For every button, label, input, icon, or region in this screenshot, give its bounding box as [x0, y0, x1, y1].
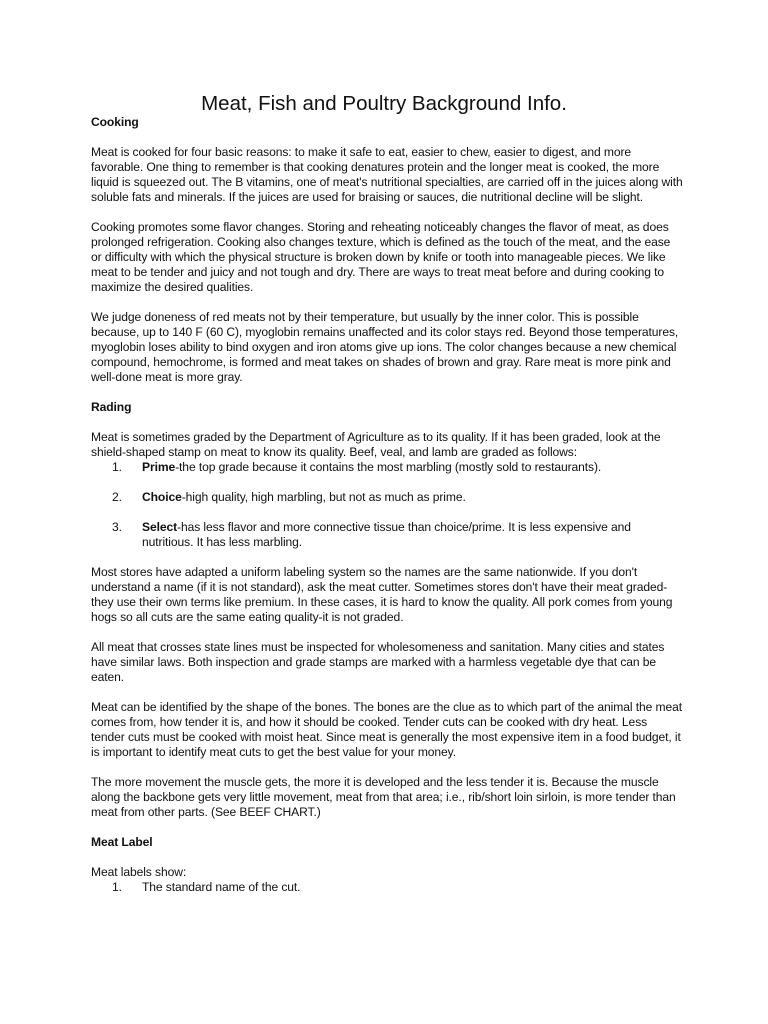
paragraph: All meat that crosses state lines must be inspected for wholesomeness and sanitation. Many cities and states have similar laws. Both inspection and grade stamps are marked with a harmless vegetable dye that can be eaten. [91, 640, 665, 684]
paragraph: Meat is sometimes graded by the Department of Agriculture as to its quality. If it has been graded, look at the shield-shaped stamp on meat to know its quality. Beef, veal, and lamb are graded as follows: [91, 430, 661, 459]
section-heading-meat-label: Meat Label [91, 835, 153, 849]
paragraph: Meat can be identified by the shape of the bones. The bones are the clue as to which part of the animal the meat comes from, how tender it is, and how it should be cooked. Tender cuts can be cooked with dry heat. Less tender cuts must be cooked with moist heat. Since meat is generally the most expensive item in a food budget, it is important to identify meat cuts to get the best value for your money. [91, 700, 682, 759]
grade-term: Select [142, 520, 178, 534]
section-heading-grading: Rading [91, 400, 132, 414]
grade-description: -high quality, high marbling, but not as much as prime. [181, 490, 466, 504]
list-number: 2. [112, 490, 122, 504]
grade-description: -has less flavor and more connective tissue than choice/prime. It is less expensive and nutritious. It has less marbling. [142, 520, 631, 549]
list-item [91, 880, 683, 895]
list-number: 1. [112, 880, 122, 894]
list-item [91, 490, 683, 505]
section-heading-cooking: Cooking [91, 115, 139, 129]
list-number: 1. [112, 460, 122, 474]
paragraph: Meat labels show: [91, 865, 187, 879]
grade-term: Choice [142, 490, 182, 504]
paragraph: Cooking promotes some flavor changes. Storing and reheating noticeably changes the flavor of meat, as does prolonged refrigeration. Cooking also changes texture, which is defined as the touch of the meat, and the ease or difficulty with which the physical structure is broken down by knife or tooth into manageable pieces. We like meat to be tender and juicy and not tough and dry. There are ways to treat meat before and during cooking to maximize the desired qualities. [91, 220, 671, 294]
list-item [91, 460, 683, 475]
paragraph: The more movement the muscle gets, the more it is developed and the less tender it is. Because the muscle along the backbone gets very little movement, meat from that area; i.e., rib/short loin sirloin, is more tender than meat from other parts. (See BEEF CHART.) [91, 775, 676, 819]
list-text: The standard name of the cut. [142, 880, 301, 894]
paragraph: Most stores have adapted a uniform labeling system so the names are the same nationwide. If you don't understand a name (if it is not standard), ask the meat cutter. Sometimes stores don't have their meat graded-they use their own terms like premium. In these cases, it is hard to know the quality. All pork comes from young hogs so all cuts are the same eating quality-it is not graded. [91, 565, 673, 624]
grade-description: -the top grade because it contains the most marbling (mostly sold to restaurants). [175, 460, 602, 474]
list-number: 3. [112, 520, 122, 534]
list-item [91, 520, 683, 550]
grade-term: Prime [142, 460, 176, 474]
paragraph: We judge doneness of red meats not by their temperature, but usually by the inner color. This is possible because, up to 140 F (60 C), myoglobin remains unaffected and its color stays red. Beyond those temperatures, myoglobin loses ability to bind oxygen and iron atoms give up ions. The color changes because a new chemical compound, hemochrome, is formed and meat takes on shades of brown and gray. Rare meat is more pink and well-done meat is more gray. [91, 310, 679, 384]
document-body [91, 115, 683, 895]
document-title: Meat, Fish and Poultry Background Info. [201, 92, 567, 115]
paragraph: Meat is cooked for four basic reasons: to make it safe to eat, easier to chew, easier to digest, and more favorable. One thing to remember is that cooking denatures protein and the longer meat is cooked, the more liquid is squeezed out. The B vitamins, one of meat's nutritional specialties, are carried off in the juices along with soluble fats and minerals. If the juices are used for braising or sauces, die nutritional decline will be slight. [91, 145, 683, 204]
